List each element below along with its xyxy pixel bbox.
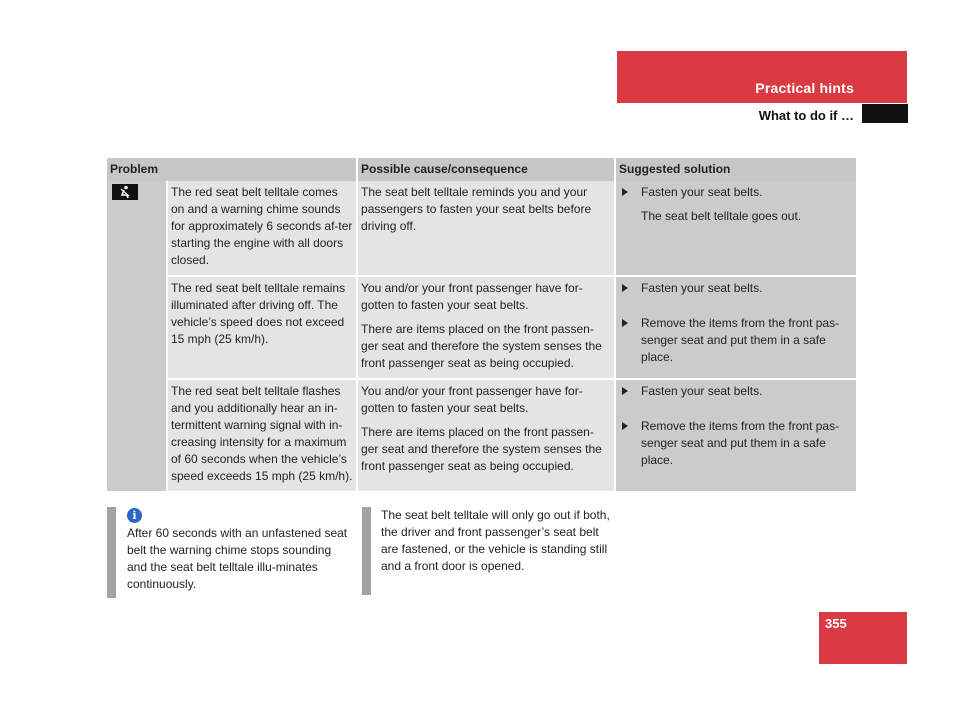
problem-text: The red seat belt telltale remains illuminated after driving off. The vehicle’s speed does not exceed 15 mph (25 km/h). bbox=[171, 281, 346, 346]
problem-cell bbox=[167, 276, 357, 379]
note-bar bbox=[362, 507, 371, 595]
problem-cell bbox=[167, 181, 357, 276]
bullet-arrow-icon bbox=[622, 284, 628, 292]
solution-cell bbox=[615, 181, 856, 276]
cause-text: The seat belt telltale reminds you and your passengers to fasten your seat belts before driving off. bbox=[361, 185, 592, 233]
cause-text: There are items placed on the front passen-ger seat and therefore the system senses the front passenger seat as being occupied. bbox=[361, 322, 602, 370]
bullet-arrow-icon bbox=[622, 387, 628, 395]
bullet-arrow-icon bbox=[622, 319, 628, 327]
solution-text: Fasten your seat belts. bbox=[641, 384, 763, 398]
solution-text: Fasten your seat belts. bbox=[641, 185, 763, 199]
seat-belt-telltale-icon bbox=[112, 184, 138, 200]
column-header-solution: Suggested solution bbox=[615, 158, 856, 181]
solution-item bbox=[619, 315, 853, 366]
cause-cell bbox=[357, 379, 615, 492]
solution-text: Fasten your seat belts. bbox=[641, 281, 763, 295]
solution-text: Remove the items from the front pas-senger seat and put them in a safe place. bbox=[641, 419, 840, 467]
solution-cell bbox=[615, 379, 856, 492]
cause-text: You and/or your front passenger have for-gotten to fasten your seat belts. bbox=[361, 384, 583, 415]
info-note bbox=[107, 507, 352, 593]
solution-item bbox=[619, 383, 853, 400]
bullet-arrow-icon bbox=[622, 188, 628, 196]
bullet-arrow-icon bbox=[622, 422, 628, 430]
cause-cell bbox=[357, 181, 615, 276]
table-header-row bbox=[107, 158, 856, 181]
solution-text: Remove the items from the front pas-senger seat and put them in a safe place. bbox=[641, 316, 840, 364]
info-icon: i bbox=[127, 508, 142, 523]
problem-text: The red seat belt telltale comes on and a warning chime sounds for approximately 6 seconds af-ter starting the engine with all doors closed. bbox=[171, 185, 353, 267]
problem-text: The red seat belt telltale flashes and you additionally hear an in-termittent warning signal with in-creasing intensity for a maximum of 60 seconds when the vehicle’s speed exceeds 15 mph (25 km/h). bbox=[171, 384, 353, 483]
note-continued-text: The seat belt telltale will only go out if both, the driver and front passenger’s seat belt are fastened, or the vehicle is standing still and a front door is opened. bbox=[381, 508, 610, 573]
column-header-cause: Possible cause/consequence bbox=[357, 158, 615, 181]
solution-note: The seat belt telltale goes out. bbox=[641, 209, 802, 223]
info-note-text: After 60 seconds with an unfastened seat belt the warning chime stops sounding and the seat belt telltale illu-minates continuously. bbox=[127, 526, 348, 591]
section-title: Practical hints bbox=[755, 80, 854, 96]
solution-cell bbox=[615, 276, 856, 379]
icon-cell bbox=[107, 181, 167, 492]
table-row bbox=[107, 276, 856, 379]
solution-item bbox=[619, 184, 853, 201]
cause-cell bbox=[357, 276, 615, 379]
cause-text: There are items placed on the front passen-ger seat and therefore the system senses the front passenger seat as being occupied. bbox=[361, 425, 602, 473]
table-row bbox=[107, 181, 856, 276]
table-row bbox=[107, 379, 856, 492]
column-header-problem: Problem bbox=[107, 158, 357, 181]
cause-text: You and/or your front passenger have for-gotten to fasten your seat belts. bbox=[361, 281, 583, 312]
page-number: 355 bbox=[825, 616, 847, 631]
note-bar bbox=[107, 507, 116, 598]
solution-item bbox=[619, 280, 853, 297]
subsection-title: What to do if … bbox=[758, 108, 854, 123]
problem-cell bbox=[167, 379, 357, 492]
subsection-marker bbox=[862, 104, 908, 123]
troubleshooting-table bbox=[107, 158, 856, 493]
solution-item bbox=[619, 418, 853, 469]
note-continued bbox=[362, 507, 612, 575]
